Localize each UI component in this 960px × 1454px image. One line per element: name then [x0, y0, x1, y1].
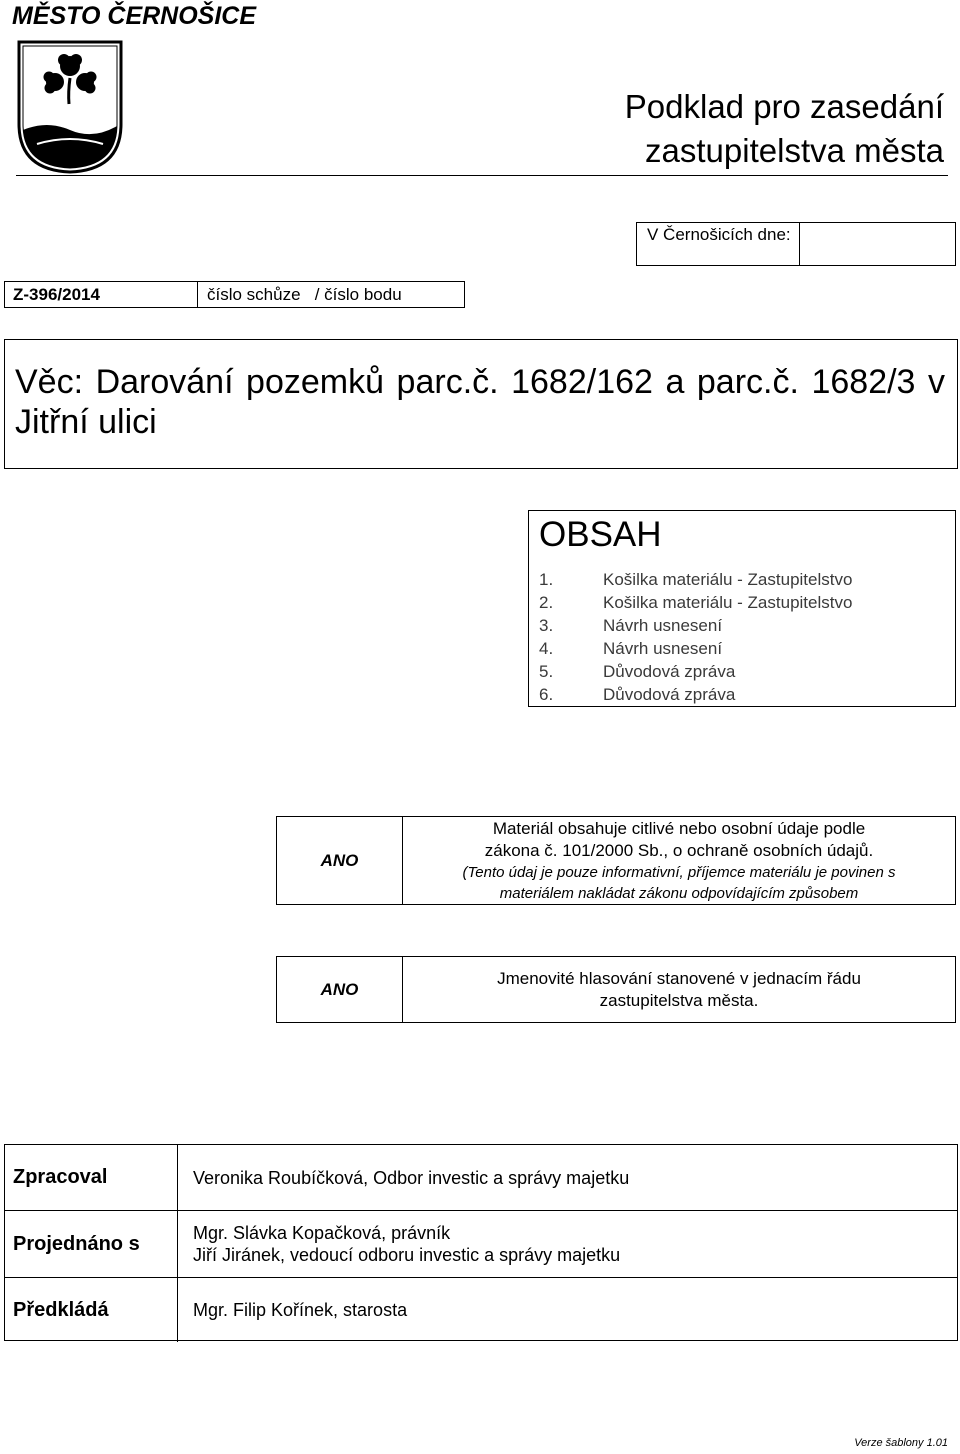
date-divider — [799, 223, 800, 265]
contents-item[interactable]: 3. Návrh usnesení — [539, 616, 723, 635]
column-divider — [177, 1278, 178, 1342]
subject-box — [4, 339, 958, 469]
personal-data-note-line1: (Tento údaj je pouze informativní, příjemce materiálu je povinen s — [462, 863, 896, 881]
named-vote-text-line2: zastupitelstva města. — [599, 990, 759, 1010]
projednano-label: Projednáno s — [13, 1232, 140, 1255]
contents-item[interactable]: 4. Návrh usnesení — [539, 639, 723, 658]
table-row — [5, 1210, 957, 1277]
meeting-number-box — [4, 281, 465, 308]
named-vote-flag-text — [403, 957, 955, 1022]
personal-data-flag-value: ANO — [277, 817, 403, 904]
contents-item[interactable]: 2. Košilka materiálu - Zastupitelstvo — [539, 593, 853, 612]
contents-item[interactable]: 1. Košilka materiálu - Zastupitelstvo — [539, 570, 853, 589]
predklada-value — [193, 1278, 407, 1342]
template-version: Verze šablony 1.01 — [854, 1437, 948, 1449]
meeting-code: Z-396/2014 — [13, 285, 100, 304]
column-divider — [177, 1145, 178, 1210]
zpracoval-value — [193, 1145, 629, 1210]
contents-item[interactable]: 6. Důvodová zpráva — [539, 685, 736, 704]
title-rule — [16, 175, 948, 176]
projednano-line: Jiří Jiránek, vedoucí odboru investic a správy majetku — [193, 1245, 621, 1265]
zpracoval-label: Zpracoval — [13, 1166, 108, 1188]
projednano-value — [193, 1211, 620, 1277]
document-title-line1: Podklad pro zasedání — [624, 88, 944, 125]
named-vote-flag — [276, 956, 956, 1023]
contents-list — [539, 568, 949, 706]
personal-data-flag-text — [403, 817, 955, 904]
personal-data-flag — [276, 816, 956, 905]
predklada-label: Předkládá — [13, 1298, 109, 1321]
column-divider — [177, 1211, 178, 1277]
subject-text: Věc: Darování pozemků parc.č. 1682/162 a parc.č. 1682/3 v Jitřní ulici — [15, 363, 945, 441]
date-box — [636, 222, 956, 266]
personal-data-note-line2: materiálem nakládat zákonu odpovídajícím způsobem — [499, 884, 859, 902]
zpracoval-line: Veronika Roubíčková, Odbor investic a správy majetku — [193, 1167, 630, 1188]
personal-data-text-line2: zákona č. 101/2000 Sb., o ochraně osobních údajů. — [484, 840, 874, 860]
meeting-number-label: číslo schůze / číslo bodu — [207, 285, 402, 304]
responsible-persons-table — [4, 1144, 958, 1341]
projednano-line: Mgr. Slávka Kopačková, právník — [193, 1223, 451, 1243]
named-vote-text-line1: Jmenovité hlasování stanovené v jednacím řádu — [497, 968, 861, 988]
table-row — [5, 1145, 957, 1210]
document-title-line2: zastupitelstva města — [645, 132, 944, 169]
contents-box — [528, 510, 956, 707]
table-row — [5, 1277, 957, 1342]
coat-of-arms-logo — [17, 40, 123, 174]
meeting-number-divider — [197, 282, 198, 307]
predklada-line: Mgr. Filip Kořínek, starosta — [193, 1300, 408, 1320]
city-name: MĚSTO ČERNOŠICE — [12, 2, 257, 30]
contents-item[interactable]: 5. Důvodová zpráva — [539, 662, 736, 681]
date-label: V Černošicích dne: — [647, 225, 791, 244]
personal-data-text-line1: Materiál obsahuje citlivé nebo osobní údaje podle — [492, 818, 866, 838]
contents-title: OBSAH — [539, 515, 662, 554]
named-vote-flag-value: ANO — [277, 957, 403, 1022]
